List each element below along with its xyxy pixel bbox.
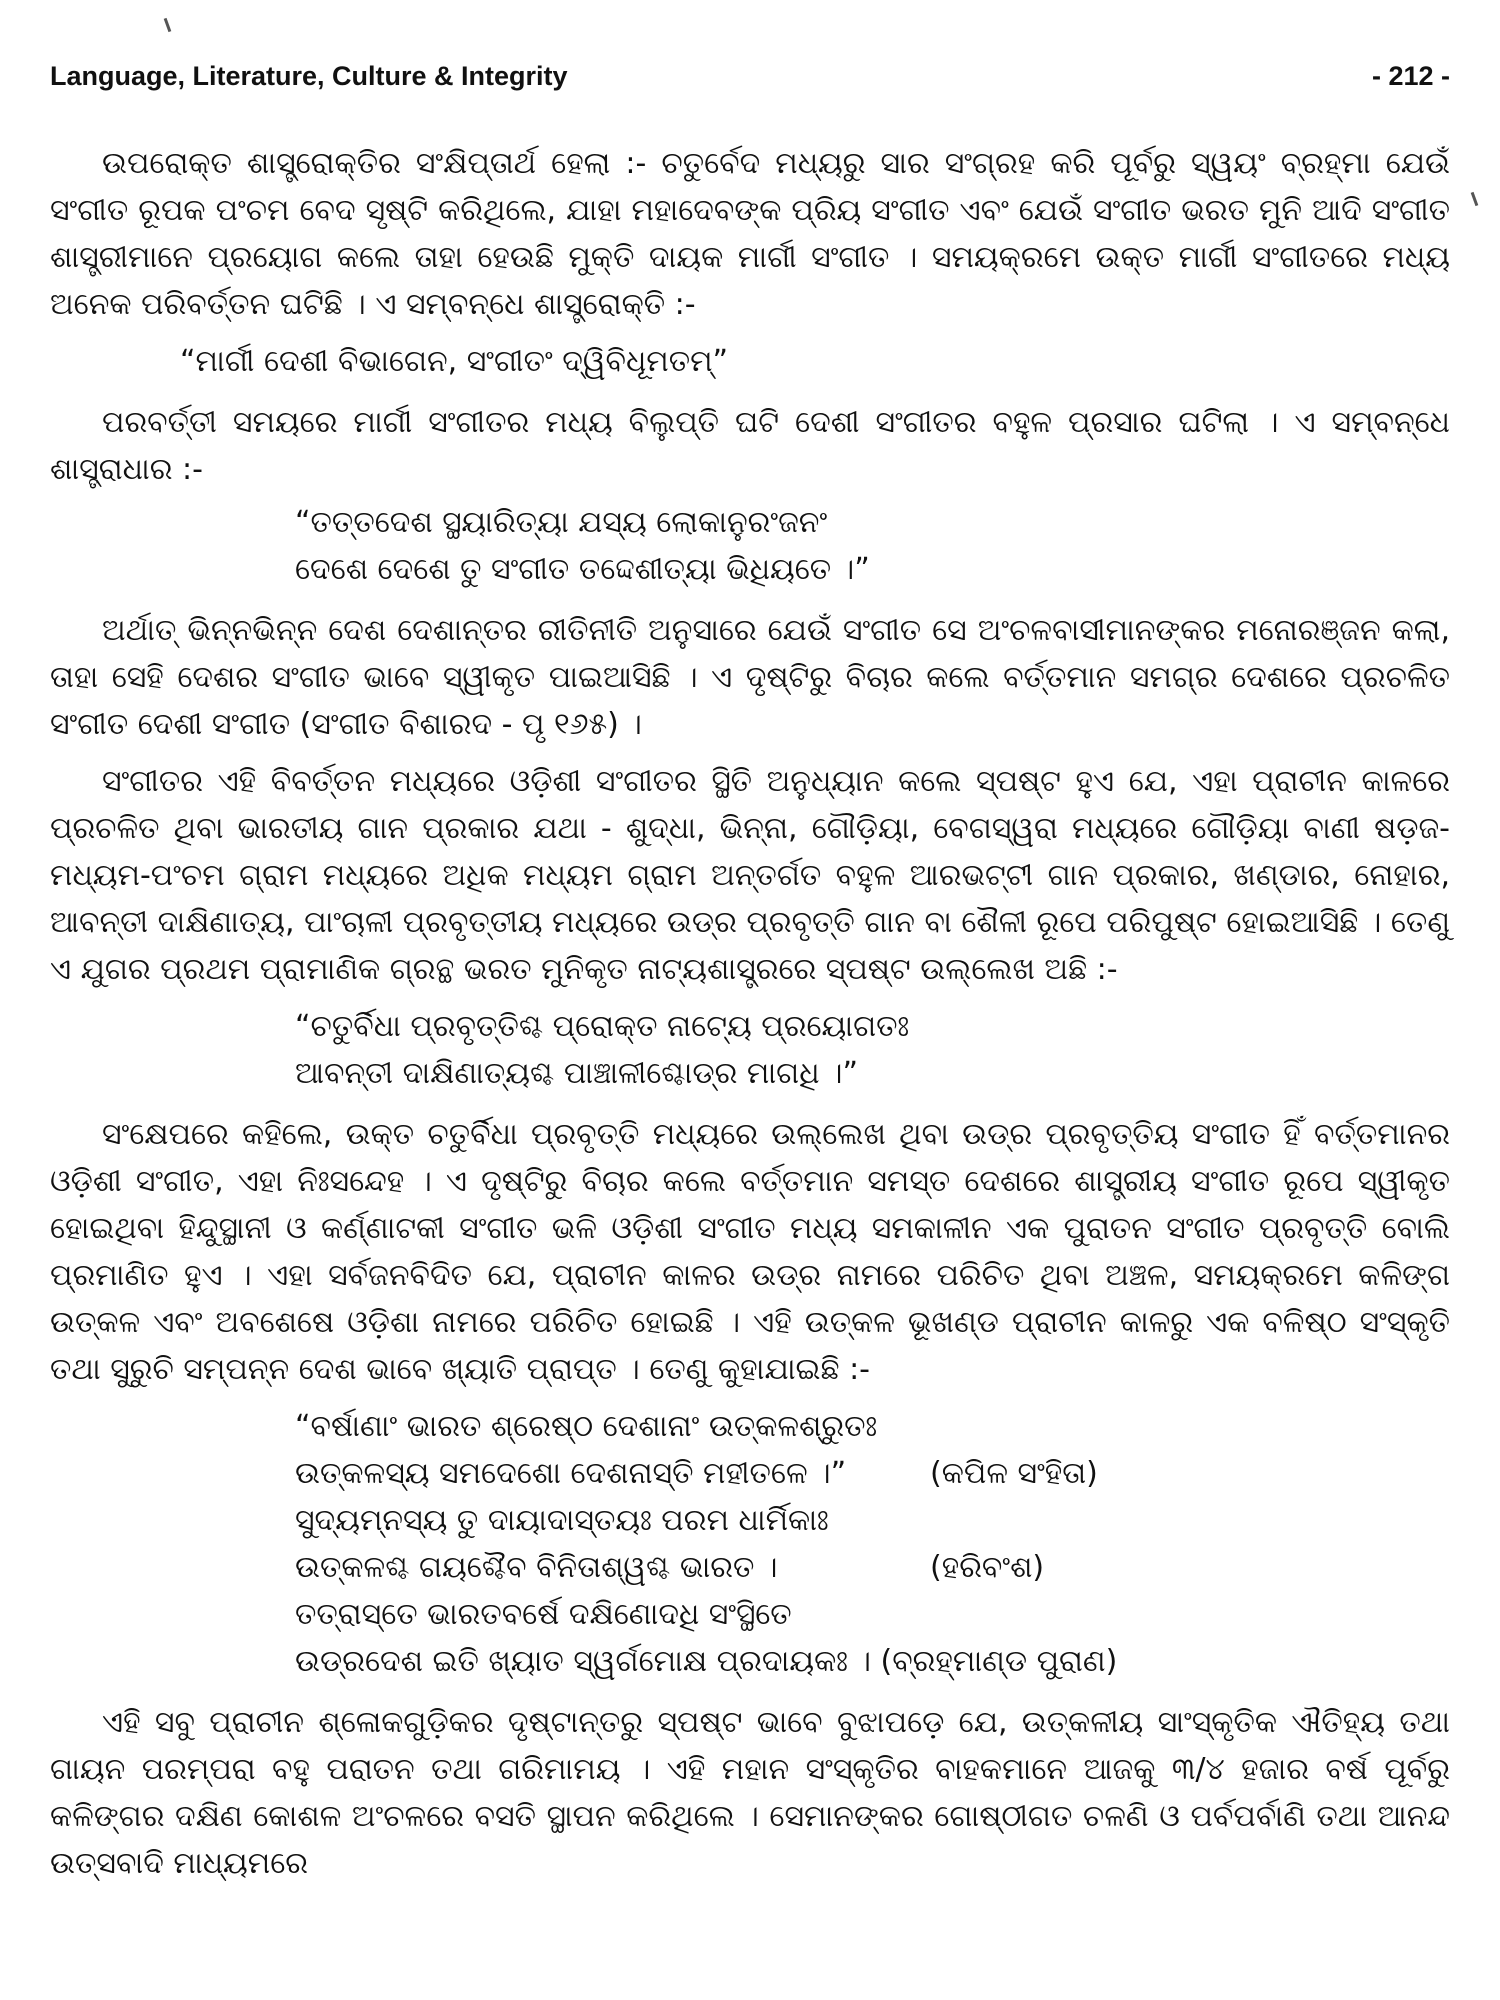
verse-block-2 [50,499,1450,593]
verse-line [50,1497,1450,1544]
verse-line: “ମାର୍ଗୀ ଦେଶୀ ବିଭାଗେନ, ସଂଗୀତଂ ଦ୍ୱିବିଧୂମତମ୍” [180,344,729,379]
verse-block-1 [50,338,1450,385]
verse-source: (କପିଳ ସଂହିତା) [930,1456,1098,1491]
verse-line: “ତତ୍ତଦେଶ ସ୍ଥୟାରିତ୍ୟା ଯସ୍ୟ ଲୋକାନୁରଂଜନଂ [295,505,828,540]
page-number: - 212 - [1371,61,1450,91]
verse-text: ତତ୍ରାସ୍ତେ ଭାରତବର୍ଷେ ଦକ୍ଷିଣୋଦଧି ସଂସ୍ଥିତେ [295,1597,792,1632]
verse-line [50,1544,1450,1591]
verse-line [50,1403,1450,1450]
scan-mark [1471,192,1479,206]
verse-block-4 [50,1403,1450,1685]
scan-mark [164,18,172,32]
verse-line [50,1591,1450,1638]
verse-text: ଉତ୍କଳସ୍ୟ ସମଦେଶୋ ଦେଶନାସ୍ତି ମହୀତଳେ ।” [295,1456,847,1491]
verse-text: ସୁଦ୍ୟମ୍ନସ୍ୟ ତୁ ଦାୟାଦାସ୍ତୟଃ ପରମ ଧାର୍ମିକାଃ [295,1503,829,1538]
page-body [50,140,1450,1897]
paragraph-1: ଉପରୋକ୍ତ ଶାସ୍ତ୍ରୋକ୍ତିର ସଂକ୍ଷିପ୍ତାର୍ଥ ହେଲା :- ଚତୁର୍ବେଦ ମଧ୍ୟରୁ ସାର ସଂଗ୍ରହ କରି ପୂର୍ବରୁ ସ୍ୱୟଂ ବ୍ରହ୍ମା ଯେଉଁ ସଂଗୀତ ରୂପକ ପଂଚମ ବେଦ ସୃଷ୍ଟି କରିଥିଲେ, ଯାହା ମହାଦେବଙ୍କ ପ୍ରିୟ ସଂଗୀତ ଏବଂ ଯେଉଁ ସଂଗୀତ ଭରତ ମୁନି ଆଦି ସଂଗୀତ ଶାସ୍ତ୍ରୀମାନେ ପ୍ରୟୋଗ କଲେ ତାହା ହେଉଛି ମୁକ୍ତି ଦାୟକ ମାର୍ଗୀ ସଂଗୀତ । ସମୟକ୍ରମେ ଉକ୍ତ ମାର୍ଗୀ ସଂଗୀତରେ ମଧ୍ୟ ଅନେକ ପରିବର୍ତ୍ତନ ଘଟିଛି । ଏ ସମ୍ବନ୍ଧେ ଶାସ୍ତ୍ରୋକ୍ତି :- [50,146,1450,322]
paragraph-6: ଏହି ସବୁ ପ୍ରାଚୀନ ଶ୍ଳୋକଗୁଡ଼ିକର ଦୃଷ୍ଟାନ୍ତରୁ ସ୍ପଷ୍ଟ ଭାବେ ବୁଝାପଡ଼େ ଯେ, ଉତ୍କଳୀୟ ସାଂସ୍କୃତିକ ଐତିହ୍ୟ ତଥା ଗାୟନ ପରମ୍ପରା ବହୁ ପରାତନ ତଥା ଗରିମାମୟ । ଏହି ମହାନ ସଂସ୍କୃତିର ବାହକମାନେ ଆଜକୁ ୩/୪ ହଜାର ବର୍ଷ ପୂର୍ବରୁ କଳିଙ୍ଗର ଦକ୍ଷିଣ କୋଶଳ ଅଂଚଳରେ ବସତି ସ୍ଥାପନ କରିଥିଲେ । ସେମାନଙ୍କର ଗୋଷ୍ଠୀଗତ ଚଳଣି ଓ ପର୍ବପର୍ବାଣି ତଥା ଆନନ୍ଦ ଉତ୍ସବାଦି ମାଧ୍ୟମରେ [50,1705,1450,1881]
verse-line: ଦେଶେ ଦେଶେ ତୁ ସଂଗୀତ ତଦ୍ଦେଶୀତ୍ୟା ଭିଧିୟତେ ।” [295,552,870,587]
page-header [50,56,1450,96]
verse-line [50,1450,1450,1497]
running-title: Language, Literature, Culture & Integrity [50,61,568,91]
verse-text: “ବର୍ଷାଣାଂ ଭାରତ ଶ୍ରେଷ୍ଠ ଦେଶାନାଂ ଉତ୍କଳଶ୍ରୁତଃ [295,1409,878,1444]
verse-source: (ହରିବଂଶ) [930,1550,1045,1585]
verse-block-3 [50,1003,1450,1097]
verse-line [50,1638,1450,1685]
paragraph-5: ସଂକ୍ଷେପରେ କହିଲେ, ଉକ୍ତ ଚତୁର୍ବିଧା ପ୍ରବୃତ୍ତି ମଧ୍ୟରେ ଉଲ୍ଲେଖ ଥିବା ଉଡ୍ର ପ୍ରବୃତ୍ତିୟ ସଂଗୀତ ହିଁ ବର୍ତ୍ତମାନର ଓଡ଼ିଶୀ ସଂଗୀତ, ଏହା ନିଃସନ୍ଦେହ । ଏ ଦୃଷ୍ଟିରୁ ବିଚାର କଲେ ବର୍ତ୍ତମାନ ସମସ୍ତ ଦେଶରେ ଶାସ୍ତ୍ରୀୟ ସଂଗୀତ ରୂପେ ସ୍ୱୀକୃତ ହୋଇଥିବା ହିନ୍ଦୁସ୍ଥାନୀ ଓ କର୍ଣ୍ଣାଟକୀ ସଂଗୀତ ଭଳି ଓଡ଼ିଶୀ ସଂଗୀତ ମଧ୍ୟ ସମକାଳୀନ ଏକ ପୁରାତନ ସଂଗୀତ ପ୍ରବୃତ୍ତି ବୋଲି ପ୍ରମାଣିତ ହୁଏ । ଏହା ସର୍ବଜନବିଦିତ ଯେ, ପ୍ରାଚୀନ କାଳର ଉଡ୍ର ନାମରେ ପରିଚିତ ଥିବା ଅଞ୍ଚଳ, ସମୟକ୍ରମେ କଳିଙ୍ଗ ଉତ୍କଳ ଏବଂ ଅବଶେଷେ ଓଡ଼ିଶା ନାମରେ ପରିଚିତ ହୋଇଛି । ଏହି ଉତ୍କଳ ଭୂଖଣ୍ଡ ପ୍ରାଚୀନ କାଳରୁ ଏକ ବଳିଷ୍ଠ ସଂସ୍କୃତି ତଥା ସୁରୁଚି ସମ୍ପନ୍ନ ଦେଶ ଭାବେ ଖ୍ୟାତି ପ୍ରାପ୍ତ । ତେଣୁ କୁହାଯାଇଛି :- [50,1117,1450,1387]
paragraph-3: ଅର୍ଥାତ୍ ଭିନ୍ନଭିନ୍ନ ଦେଶ ଦେଶାନ୍ତର ରୀତିନୀତି ଅନୁସାରେ ଯେଉଁ ସଂଗୀତ ସେ ଅଂଚଳବାସୀମାନଙ୍କର ମନୋରଞ୍ଜନ କଲା, ତାହା ସେହି ଦେଶର ସଂଗୀତ ଭାବେ ସ୍ୱୀକୃତ ପାଇଆସିଛି । ଏ ଦୃଷ୍ଟିରୁ ବିଚାର କଲେ ବର୍ତ୍ତମାନ ସମଗ୍ର ଦେଶରେ ପ୍ରଚଳିତ ସଂଗୀତ ଦେଶୀ ସଂଗୀତ (ସଂଗୀତ ବିଶାରଦ - ପୃ ୧୬୫) । [50,613,1450,742]
verse-text: ଉଡ୍ରଦେଶ ଇତି ଖ୍ୟାତ ସ୍ୱର୍ଗମୋକ୍ଷ ପ୍ରଦାୟକଃ । (ବ୍ରହ୍ମାଣ୍ଡ ପୁରାଣ) [295,1644,1118,1679]
paragraph-2: ପରବର୍ତ୍ତୀ ସମୟରେ ମାର୍ଗୀ ସଂଗୀତର ମଧ୍ୟ ବିଲୁପ୍ତି ଘଟି ଦେଶୀ ସଂଗୀତର ବହୁଳ ପ୍ରସାର ଘଟିଲା । ଏ ସମ୍ବନ୍ଧେ ଶାସ୍ତ୍ରାଧାର :- [50,405,1450,487]
verse-line: “ଚତୁର୍ବିଧା ପ୍ରବୃତ୍ତିଶ୍ଚ ପ୍ରୋକ୍ତ ନାଟ୍ୟେ ପ୍ରୟୋଗତଃ [295,1009,910,1044]
verse-text: ଉତ୍କଳଶ୍ଚ ଗୟଶ୍ଚୈବ ବିନିତାଶ୍ୱଶ୍ଚ ଭାରତ । [295,1550,778,1585]
verse-line: ଆବନ୍ତୀ ଦାକ୍ଷିଣାତ୍ୟଶ୍ଚ ପାଞ୍ଚାଳୀଶ୍ଚୋଡ୍ର ମାଗଧି ।” [295,1056,859,1091]
paragraph-4: ସଂଗୀତର ଏହି ବିବର୍ତ୍ତନ ମଧ୍ୟରେ ଓଡ଼ିଶୀ ସଂଗୀତର ସ୍ଥିତି ଅନୁଧ୍ୟାନ କଲେ ସ୍ପଷ୍ଟ ହୁଏ ଯେ, ଏହା ପ୍ରାଚୀନ କାଳରେ ପ୍ରଚଳିତ ଥିବା ଭାରତୀୟ ଗାନ ପ୍ରକାର ଯଥା - ଶୁଦ୍ଧା, ଭିନ୍ନା, ଗୌଡ଼ିୟା, ବେଗସ୍ୱରା ମଧ୍ୟରେ ଗୌଡ଼ିୟା ବାଣୀ ଷଡ଼ଜ-ମଧ୍ୟମ-ପଂଚମ ଗ୍ରାମ ମଧ୍ୟରେ ଅଧିକ ମଧ୍ୟମ ଗ୍ରାମ ଅନ୍ତର୍ଗତ ବହୁଳ ଆରଭଟ୍ଟୀ ଗାନ ପ୍ରକାର, ଖଣ୍ଡାର, ନୋହାର, ଆବନ୍ତୀ ଦାକ୍ଷିଣାତ୍ୟ, ପାଂଚାଳୀ ପ୍ରବୃତ୍ତୀୟ ମଧ୍ୟରେ ଉଡ୍ର ପ୍ରବୃତ୍ତି ଗାନ ବା ଶୈଳୀ ରୂପେ ପରିପୁଷ୍ଟ ହୋଇଆସିଛି । ତେଣୁ ଏ ଯୁଗର ପ୍ରଥମ ପ୍ରାମାଣିକ ଗ୍ରନ୍ଥ ଭରତ ମୁନିକୃତ ନାଟ୍ୟଶାସ୍ତ୍ରରେ ସ୍ପଷ୍ଟ ଉଲ୍ଲେଖ ଅଛି :- [50,764,1450,987]
